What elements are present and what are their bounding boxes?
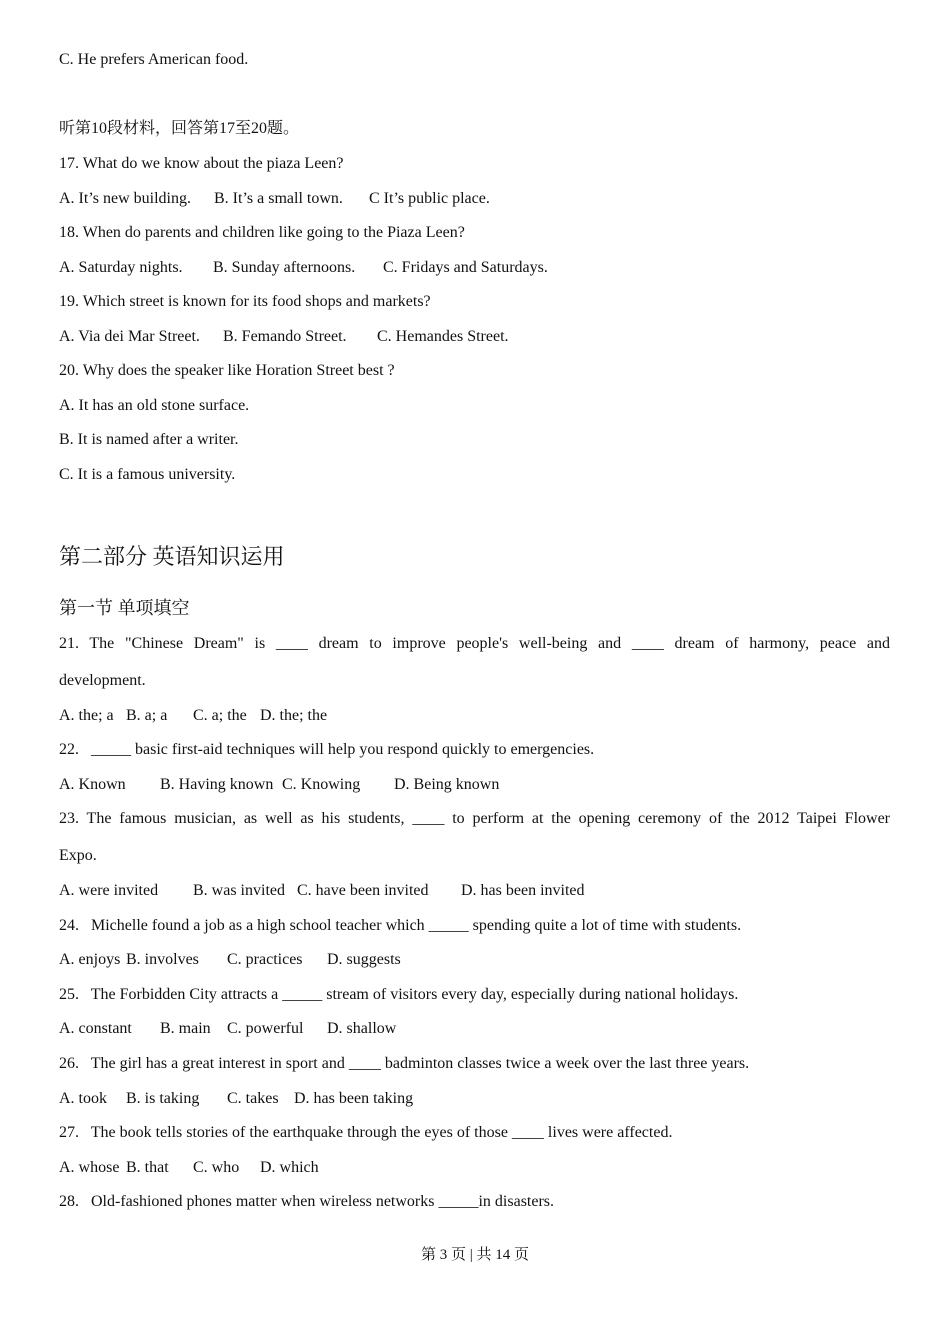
question-21-cont: development. (59, 672, 146, 689)
option-18b: B. Sunday afternoons. (213, 259, 356, 276)
question-24: 24. Michelle found a job as a high school teacher which _____ spending quite a lot of time with students. (59, 917, 742, 934)
option-24c: C. practices (227, 951, 303, 968)
option-25b: B. main (160, 1020, 211, 1037)
option-21a: A. the; a (59, 707, 114, 724)
option-23c: C. have been invited (297, 882, 429, 899)
option-17a: A. It’s new building. (59, 190, 191, 207)
option-22b: B. Having known (160, 776, 274, 793)
option-24a: A. enjoys (59, 951, 121, 968)
option-27b: B. that (126, 1159, 169, 1176)
question-19: 19. Which street is known for its food shops and markets? (59, 293, 431, 310)
question-26: 26. The girl has a great interest in sport and ____ badminton classes twice a week over the last three years. (59, 1055, 750, 1072)
option-20a: A. It has an old stone surface. (59, 397, 250, 414)
option-22a: A. Known (59, 776, 126, 793)
option-26a: A. took (59, 1090, 107, 1107)
subsection-heading: 第一节 单项填空 (59, 598, 190, 618)
option-22d: D. Being known (394, 776, 500, 793)
page-footer: 第 3 页 | 共 14 页 (420, 1247, 529, 1263)
question-25: 25. The Forbidden City attracts a _____ stream of visitors every day, especially during national holidays. (59, 986, 739, 1003)
option-19a: A. Via dei Mar Street. (59, 328, 200, 345)
option-17c: C It’s public place. (369, 190, 490, 207)
option-27a: A. whose (59, 1159, 120, 1176)
option-19b: B. Femando Street. (223, 328, 347, 345)
option-25d: D. shallow (327, 1020, 397, 1037)
question-17: 17. What do we know about the piaza Leen? (59, 155, 344, 172)
option-21c: C. a; the (193, 707, 247, 724)
question-18: 18. When do parents and children like going to the Piaza Leen? (59, 224, 465, 241)
option-17b: B. It’s a small town. (214, 190, 343, 207)
option-25a: A. constant (59, 1020, 132, 1037)
option-24b: B. involves (126, 951, 199, 968)
option-23a: A. were invited (59, 882, 159, 899)
question-22: 22. _____ basic first-aid techniques will help you respond quickly to emergencies. (59, 741, 595, 758)
option-26d: D. has been taking (294, 1090, 414, 1107)
option-26b: B. is taking (126, 1090, 200, 1107)
option-27c: C. who (193, 1159, 240, 1176)
option-27d: D. which (260, 1159, 319, 1176)
option-line: C. He prefers American food. (59, 51, 249, 68)
option-21b: B. a; a (126, 707, 168, 724)
question-20: 20. Why does the speaker like Horation Street best ? (59, 362, 395, 379)
question-21: 21. The "Chinese Dream" is ____ dream to improve people's well-being and ____ dream of harmony, peace and (59, 635, 890, 652)
option-20b: B. It is named after a writer. (59, 431, 239, 448)
option-18a: A. Saturday nights. (59, 259, 183, 276)
option-18c: C. Fridays and Saturdays. (383, 259, 548, 276)
option-20c: C. It is a famous university. (59, 466, 236, 483)
option-21d: D. the; the (260, 707, 328, 724)
listening-instruction: 听第10段材料，回答第17至20题。 (59, 120, 300, 137)
option-19c: C. Hemandes Street. (377, 328, 509, 345)
section-heading: 第二部分 英语知识运用 (59, 544, 285, 569)
option-26c: C. takes (227, 1090, 279, 1107)
option-22c: C. Knowing (282, 776, 361, 793)
question-23: 23. The famous musician, as well as his students, ____ to perform at the opening ceremony of the 2012 Taipei Flower (59, 810, 890, 827)
question-23-cont: Expo. (59, 847, 97, 864)
option-25c: C. powerful (227, 1020, 304, 1037)
question-28: 28. Old-fashioned phones matter when wireless networks _____in disasters. (59, 1193, 555, 1210)
option-23b: B. was invited (193, 882, 285, 899)
option-24d: D. suggests (327, 951, 401, 968)
question-27: 27. The book tells stories of the earthquake through the eyes of those ____ lives were affected. (59, 1124, 673, 1141)
option-23d: D. has been invited (461, 882, 585, 899)
